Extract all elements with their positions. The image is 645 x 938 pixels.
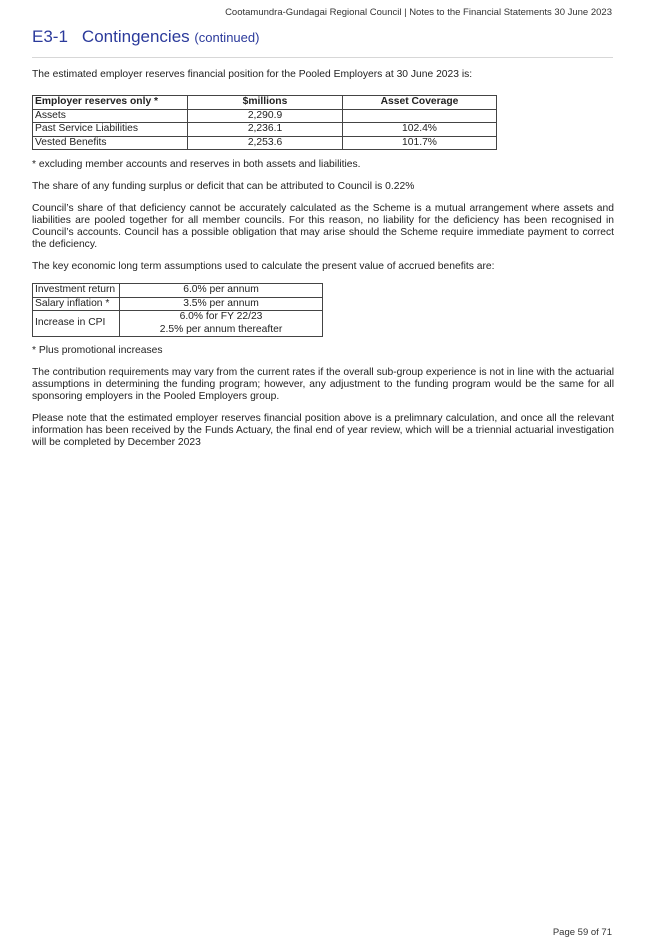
table-row: [33, 311, 323, 337]
assumption-value-secondary: 2.5% per annum thereafter: [159, 323, 283, 335]
reserves-intro: The estimated employer reserves financial position for the Pooled Employers at 30 June 2023 is:: [32, 69, 473, 80]
assumption-label: Increase in CPI: [33, 311, 120, 337]
table-cell: Vested Benefits: [33, 136, 188, 150]
table-cell: 2,253.6: [188, 136, 343, 150]
table-cell: Assets: [33, 109, 188, 123]
table-row: [33, 284, 323, 298]
assumptions-intro: The key economic long term assumptions used to calculate the present value of accrued benefits are:: [32, 261, 495, 272]
excluding-footnote: * excluding member accounts and reserves in both assets and liabilities.: [32, 159, 361, 170]
assumption-label: Salary inflation *: [33, 297, 120, 311]
continued-label: (continued): [194, 30, 260, 45]
section-heading: Contingencies: [81, 27, 190, 46]
table-row: [33, 109, 497, 123]
assumption-value: 3.5% per annum: [120, 297, 323, 311]
section-title: [32, 27, 259, 47]
table-row: [33, 123, 497, 137]
page-number: Page 59 of 71: [552, 927, 612, 938]
deficiency-paragraph: Council’s share of that deficiency cannot be accurately calculated as the Scheme is a mutual arrangement where assets and liabilities are pooled together for all member councils. For this reason, no liability for the deficiency has been recognised in Council’s accounts. Council has a possible obligation that may arise should the Scheme require immediate payment to correct the deficiency.: [32, 203, 614, 250]
employer-reserves-table: [32, 95, 497, 150]
table-row: [33, 136, 497, 150]
assumptions-table: [32, 283, 323, 337]
assumption-value: 6.0% for FY 22/23: [179, 311, 263, 322]
column-header: Employer reserves only *: [33, 96, 188, 110]
contribution-paragraph: The contribution requirements may vary from the current rates if the overall sub-group experience is not in line with the actuarial assumptions in determining the funding program; however, any adjustment to the funding program would be the same for all sponsoring employers in the Pooled Employers group.: [32, 367, 614, 402]
share-paragraph: The share of any funding surplus or deficit that can be attributed to Council is 0.22%: [32, 181, 415, 192]
assumption-label: Investment return: [33, 284, 120, 298]
document-body: [32, 69, 614, 459]
assumption-value: 6.0% per annum: [120, 284, 323, 298]
table-cell: 101.7%: [343, 136, 497, 150]
column-header: $millions: [188, 96, 343, 110]
running-header: Cootamundra-Gundagai Regional Council | Notes to the Financial Statements 30 June 2023: [225, 7, 612, 18]
preliminary-paragraph: Please note that the estimated employer reserves financial position above is a prelimnary calculation, and once all the relevant information has been received by the Funds Actuary, the final end of year review, which will be a triennial actuarial investigation will be completed by December 2023: [32, 413, 614, 448]
promotional-footnote: * Plus promotional increases: [32, 345, 163, 356]
table-cell: 2,290.9: [188, 109, 343, 123]
section-number: E3-1: [32, 27, 68, 46]
table-cell: Past Service Liabilities: [33, 123, 188, 137]
column-header: Asset Coverage: [343, 96, 497, 110]
table-cell: [343, 109, 497, 123]
header-divider: [32, 57, 613, 58]
table-header-row: [33, 96, 497, 110]
table-cell: 102.4%: [343, 123, 497, 137]
table-cell: 2,236.1: [188, 123, 343, 137]
assumption-value-multiline: [120, 311, 323, 337]
table-row: [33, 297, 323, 311]
